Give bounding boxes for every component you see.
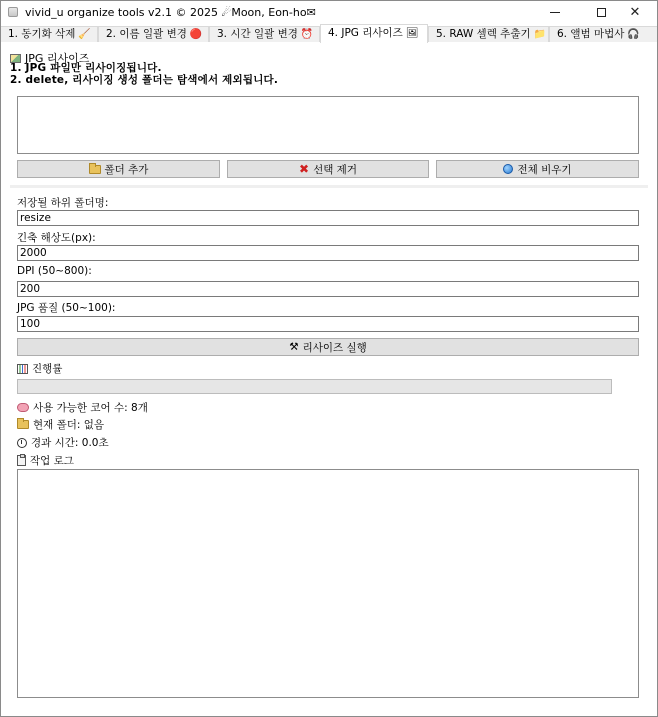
section-divider — [10, 185, 648, 188]
remove-selected-button[interactable] — [227, 160, 429, 178]
subfolder-input[interactable]: resize — [17, 210, 639, 226]
log-label-row — [17, 453, 74, 468]
current-folder-text: 현재 폴더: 없음 — [33, 419, 105, 431]
log-label: 작업 로그 — [30, 455, 74, 467]
minimize-button[interactable] — [532, 0, 578, 24]
tab-time-change[interactable] — [209, 26, 320, 42]
tab-jpg-resize[interactable] — [320, 24, 428, 43]
add-folder-label: 폴더 추가 — [104, 163, 149, 176]
folder-icon: 📁 — [533, 29, 547, 40]
current-folder-row — [17, 417, 104, 432]
add-folder-button[interactable] — [17, 160, 220, 178]
note-1: 1. JPG 파일만 리사이징됩니다. — [10, 62, 162, 74]
cores-text: 사용 가능한 코어 수: 8개 — [33, 402, 148, 414]
progress-label-row — [17, 361, 62, 376]
progress-label: 진행률 — [32, 363, 63, 375]
dpi-input[interactable]: 200 — [17, 281, 639, 297]
app-icon — [8, 7, 18, 17]
tab-sync-delete[interactable] — [0, 26, 98, 42]
panel-title: JPG 리사이즈 — [25, 52, 90, 65]
clear-all-label: 전체 비우기 — [517, 163, 572, 176]
close-icon: ✕ — [629, 4, 641, 20]
tab-label: 4. JPG 리사이즈 — [328, 27, 403, 39]
log-textarea[interactable] — [17, 469, 639, 698]
tab-label: 2. 이름 일괄 변경 — [106, 28, 187, 40]
tab-strip — [0, 24, 658, 42]
subfolder-label: 저장될 하위 폴더명: — [17, 197, 109, 209]
alarm-clock-icon: ⏰ — [300, 29, 314, 40]
elapsed-row — [17, 435, 109, 450]
remove-selected-label: 선택 제거 — [313, 163, 357, 176]
headphones-icon: 🎧 — [627, 29, 640, 40]
recycle-icon — [503, 164, 513, 174]
broom-icon: 🧹 — [78, 29, 91, 40]
tab-label: 6. 앨범 마법사 — [557, 28, 625, 40]
clear-all-button[interactable] — [436, 160, 639, 178]
red-circle-icon: 🔴 — [189, 29, 203, 40]
picture-icon: 🖼 — [405, 28, 419, 39]
jpg-resize-panel — [0, 43, 658, 717]
stopwatch-icon — [17, 438, 27, 448]
folder-listbox[interactable] — [17, 96, 639, 154]
tab-label: 5. RAW 셀렉 추출기 — [436, 28, 531, 40]
folder-icon — [89, 165, 101, 174]
run-resize-label: 리사이즈 실행 — [302, 341, 367, 354]
quality-input[interactable]: 100 — [17, 316, 639, 332]
instructions — [10, 62, 278, 86]
progress-bar — [17, 379, 612, 394]
cores-row — [17, 400, 148, 415]
brain-icon — [17, 403, 29, 412]
note-2: 2. delete, 리사이징 생성 폴더는 탐색에서 제외됩니다. — [10, 74, 279, 86]
long-side-label: 긴축 해상도(px): — [17, 232, 96, 244]
run-resize-button[interactable] — [17, 338, 639, 356]
minimize-icon — [550, 12, 560, 13]
tab-album-wizard[interactable] — [549, 26, 658, 42]
tab-label: 3. 시간 일괄 변경 — [217, 28, 298, 40]
tab-label: 1. 동기화 삭제 — [8, 28, 76, 40]
maximize-icon — [597, 8, 606, 17]
quality-label: JPG 품질 (50~100): — [17, 302, 116, 314]
window-title: vivid_u organize tools v2.1 © 2025 ☄Moon, Eon-ho✉ — [25, 5, 316, 19]
red-x-icon: ✖ — [299, 162, 310, 176]
long-side-input[interactable]: 2000 — [17, 245, 639, 261]
folder-icon — [17, 420, 29, 429]
elapsed-text: 경과 시간: 0.0초 — [31, 437, 109, 449]
close-button[interactable] — [612, 0, 658, 24]
tools-icon: ⚒ — [289, 341, 299, 353]
tab-raw-extract[interactable] — [428, 26, 549, 42]
dpi-label: DPI (50~800): — [17, 265, 92, 277]
bar-chart-icon — [17, 364, 28, 374]
tab-rename[interactable] — [98, 26, 209, 42]
clipboard-icon — [17, 455, 26, 466]
